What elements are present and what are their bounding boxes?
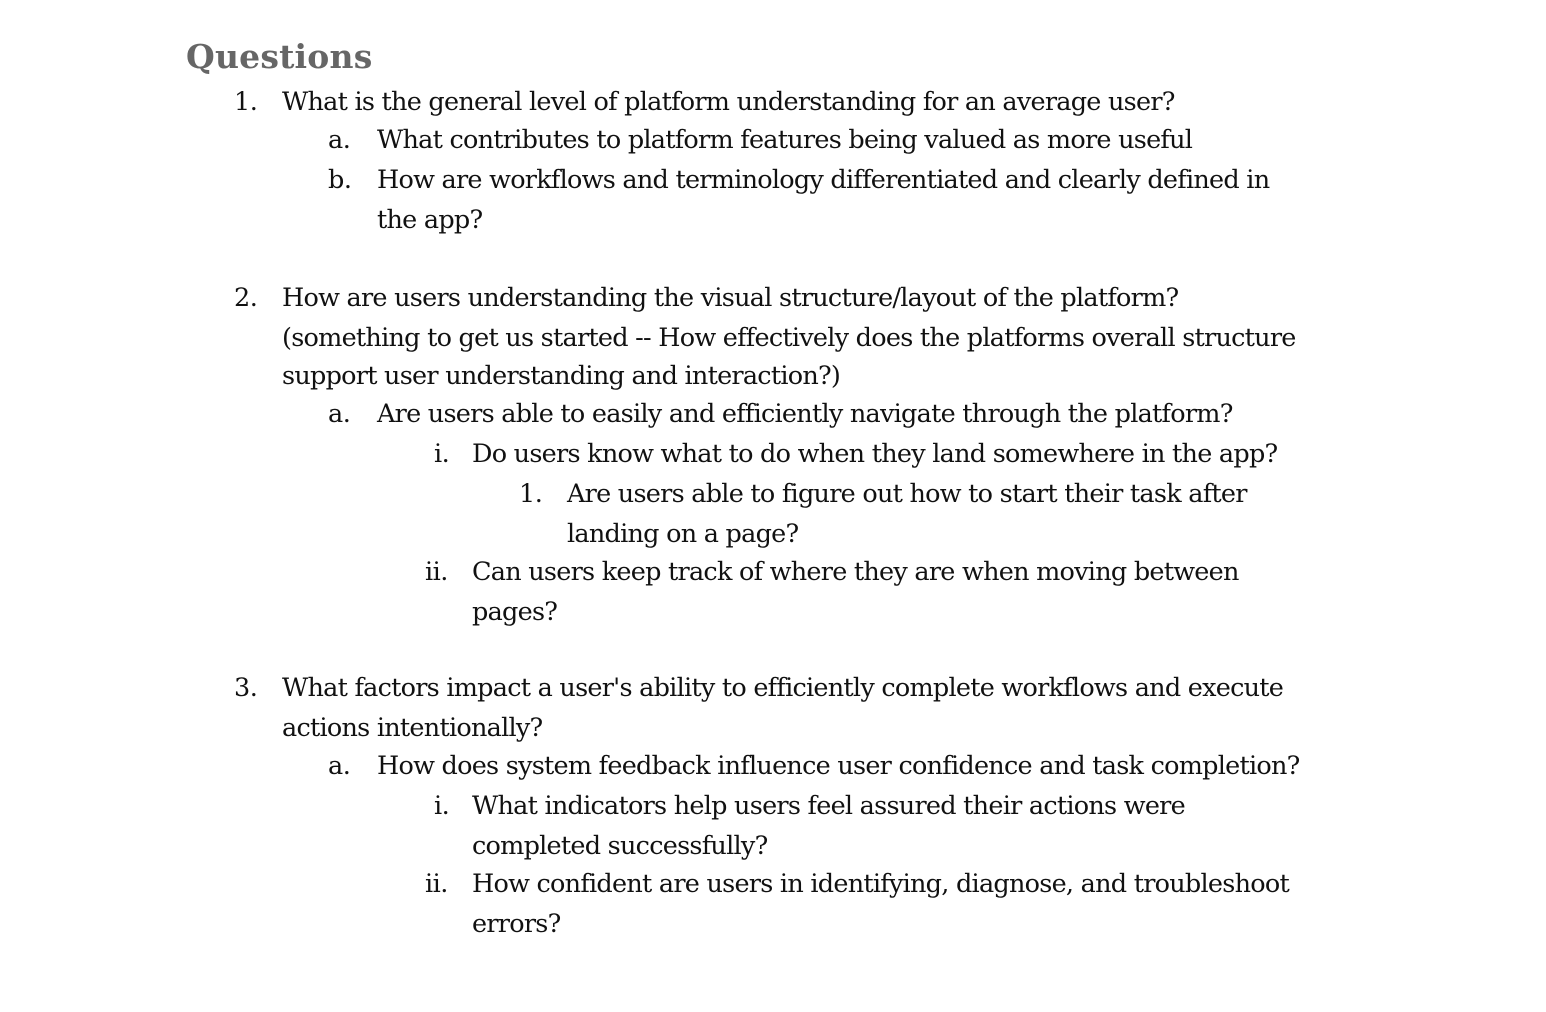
q1b-text-line2: the app? — [377, 205, 483, 235]
q2-text-line2: (something to get us started -- How effectively does the platforms overall structure — [282, 323, 1296, 353]
q3a-marker: a. — [328, 751, 351, 781]
q3ai-text-line2: completed successfully? — [472, 831, 768, 861]
q2-text-line3: support user understanding and interaction?) — [282, 361, 841, 391]
q3ai-text-line1: What indicators help users feel assured their actions were — [472, 791, 1185, 821]
q2-text-line1: How are users understanding the visual structure/layout of the platform? — [282, 283, 1179, 313]
q3-text-line1: What factors impact a user's ability to efficiently complete workflows and execute — [282, 673, 1284, 703]
q2-marker: 2. — [234, 283, 258, 313]
q1-marker: 1. — [234, 87, 258, 117]
section-heading: Questions — [186, 37, 373, 76]
q3aii-text-line1: How confident are users in identifying, diagnose, and troubleshoot — [472, 869, 1289, 899]
q3aii-text-line2: errors? — [472, 909, 561, 939]
q1b-text-line1: How are workflows and terminology differentiated and clearly defined in — [377, 165, 1270, 195]
q1a-marker: a. — [328, 125, 351, 155]
q2ai1-text-line1: Are users able to figure out how to start their task after — [567, 479, 1247, 509]
q1-text: What is the general level of platform understanding for an average user? — [282, 87, 1175, 117]
q2ai-marker: i. — [434, 439, 450, 469]
q3-text-line2: actions intentionally? — [282, 713, 543, 743]
q3-marker: 3. — [234, 673, 258, 703]
q3ai-marker: i. — [434, 791, 450, 821]
q2aii-text-line2: pages? — [472, 597, 558, 627]
q2aii-text-line1: Can users keep track of where they are when moving between — [472, 557, 1239, 587]
q3aii-marker: ii. — [425, 869, 448, 899]
q2a-text: Are users able to easily and efficiently navigate through the platform? — [377, 399, 1233, 429]
q2a-marker: a. — [328, 399, 351, 429]
q1b-marker: b. — [328, 165, 352, 195]
q2ai1-marker: 1. — [519, 479, 543, 509]
q2aii-marker: ii. — [425, 557, 448, 587]
q2ai1-text-line2: landing on a page? — [567, 519, 799, 549]
q3a-text: How does system feedback influence user confidence and task completion? — [377, 751, 1300, 781]
q2ai-text: Do users know what to do when they land somewhere in the app? — [472, 439, 1278, 469]
q1a-text: What contributes to platform features being valued as more useful — [377, 125, 1193, 155]
